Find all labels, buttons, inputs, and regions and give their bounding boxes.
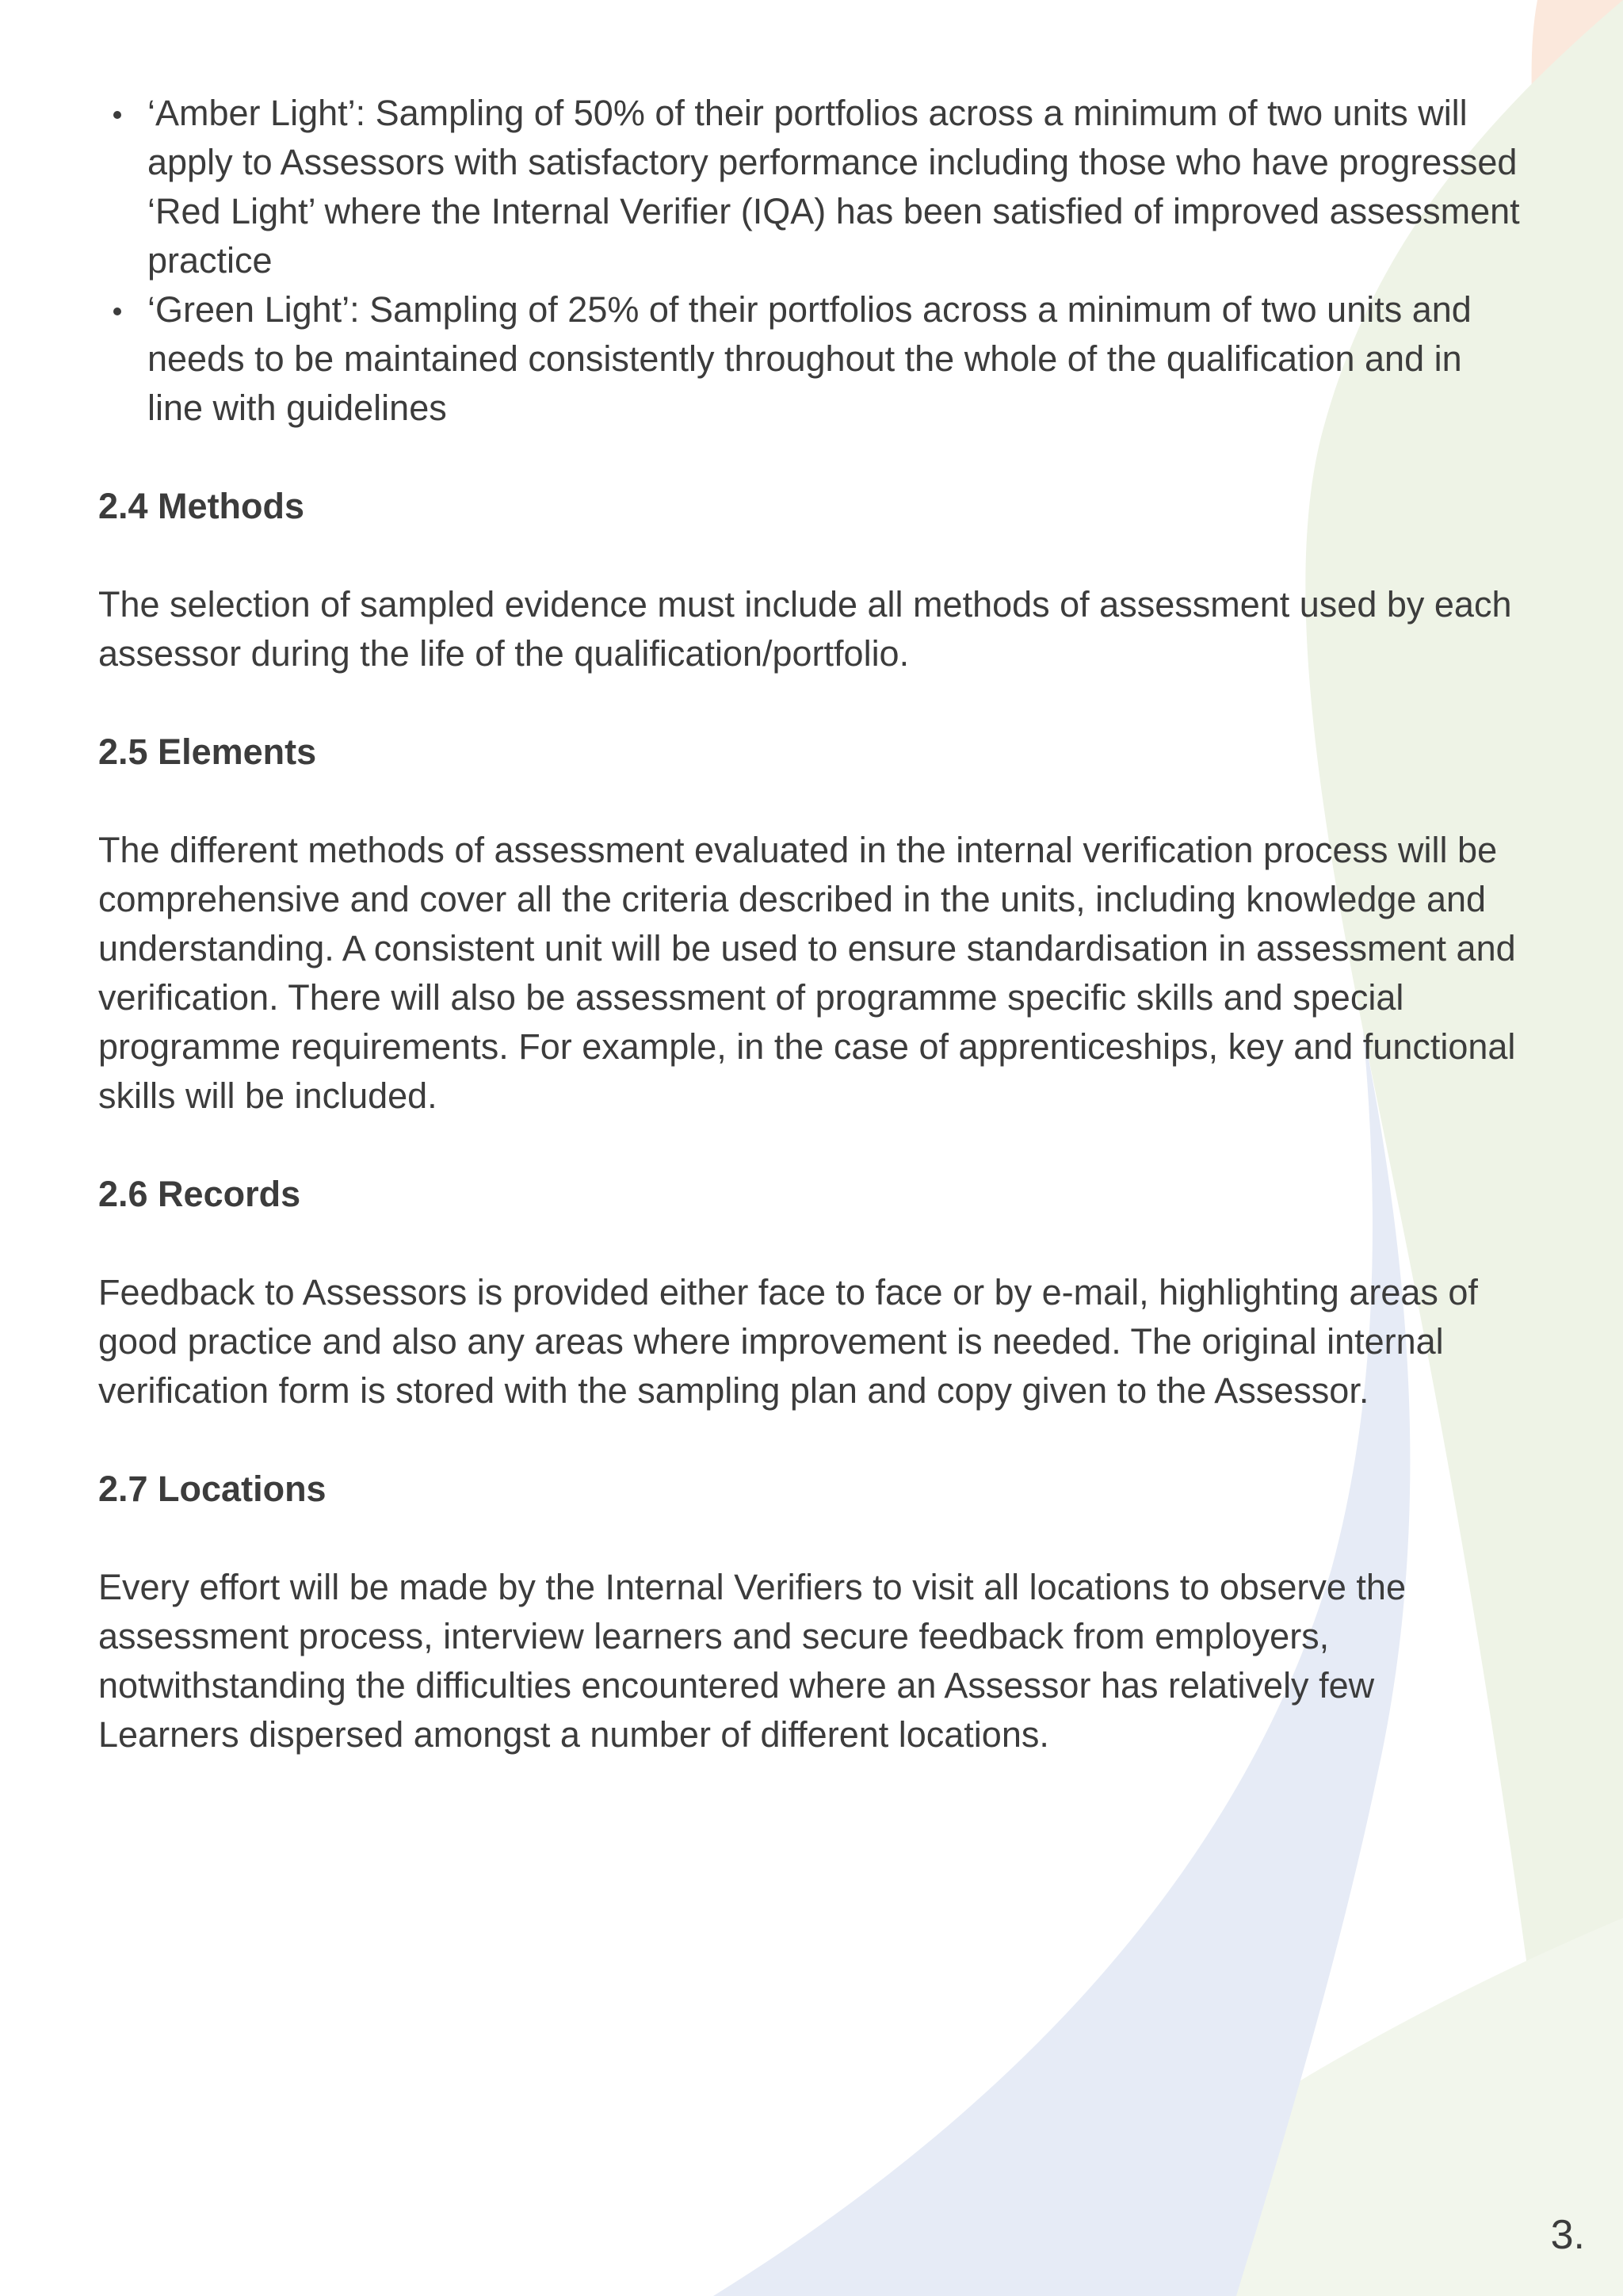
bullet-dot-icon xyxy=(113,111,121,119)
list-item xyxy=(98,89,1525,285)
bullet-dot-icon xyxy=(113,308,121,315)
light-criteria-list xyxy=(98,89,1525,433)
section-heading-locations: 2.7 Locations xyxy=(98,1469,327,1509)
section-heading-elements: 2.5 Elements xyxy=(98,732,317,772)
section-body-elements: The different methods of assessment evaluated in the internal verification process will be comprehensive and cover all the criteria described in the units, including knowledge and understanding. A consistent unit will be used to ensure standardisation in assessment and verification. There will also be assessment of programme specific skills and special programme requirements. For example, in the case of apprenticeships, key and functional skills will be included. xyxy=(98,830,1516,1116)
amber-light-text: ‘Amber Light’: Sampling of 50% of their portfolios across a minimum of two units will apply to Assessors with satisfactory performance including those who have progressed ‘Red Light’ where the Internal Verifier (IQA) has been satisfied of improved assessment practice xyxy=(147,93,1520,281)
section-body-records: Feedback to Assessors is provided either face to face or by e-mail, highlighting areas of good practice and also any areas where improvement is needed. The original internal verification form is stored with the sampling plan and copy given to the Assessor. xyxy=(98,1272,1478,1411)
section-body-methods: The selection of sampled evidence must include all methods of assessment used by each assessor during the life of the qualification/portfolio. xyxy=(98,584,1512,674)
section-body-locations: Every effort will be made by the Internal Verifiers to visit all locations to observe the assessment process, interview learners and secure feedback from employers, notwithstanding the difficulties encountered where an Assessor has relatively few Learners dispersed amongst a number of different locations. xyxy=(98,1567,1406,1755)
section-heading-methods: 2.4 Methods xyxy=(98,486,305,526)
document-body xyxy=(98,89,1525,1759)
page-number: 3. xyxy=(1550,2212,1585,2258)
list-item xyxy=(98,285,1525,433)
section-heading-records: 2.6 Records xyxy=(98,1174,301,1214)
green-light-text: ‘Green Light’: Sampling of 25% of their portfolios across a minimum of two units and needs to be maintained consistently throughout the whole of the qualification and in line with guidelines xyxy=(147,289,1472,428)
